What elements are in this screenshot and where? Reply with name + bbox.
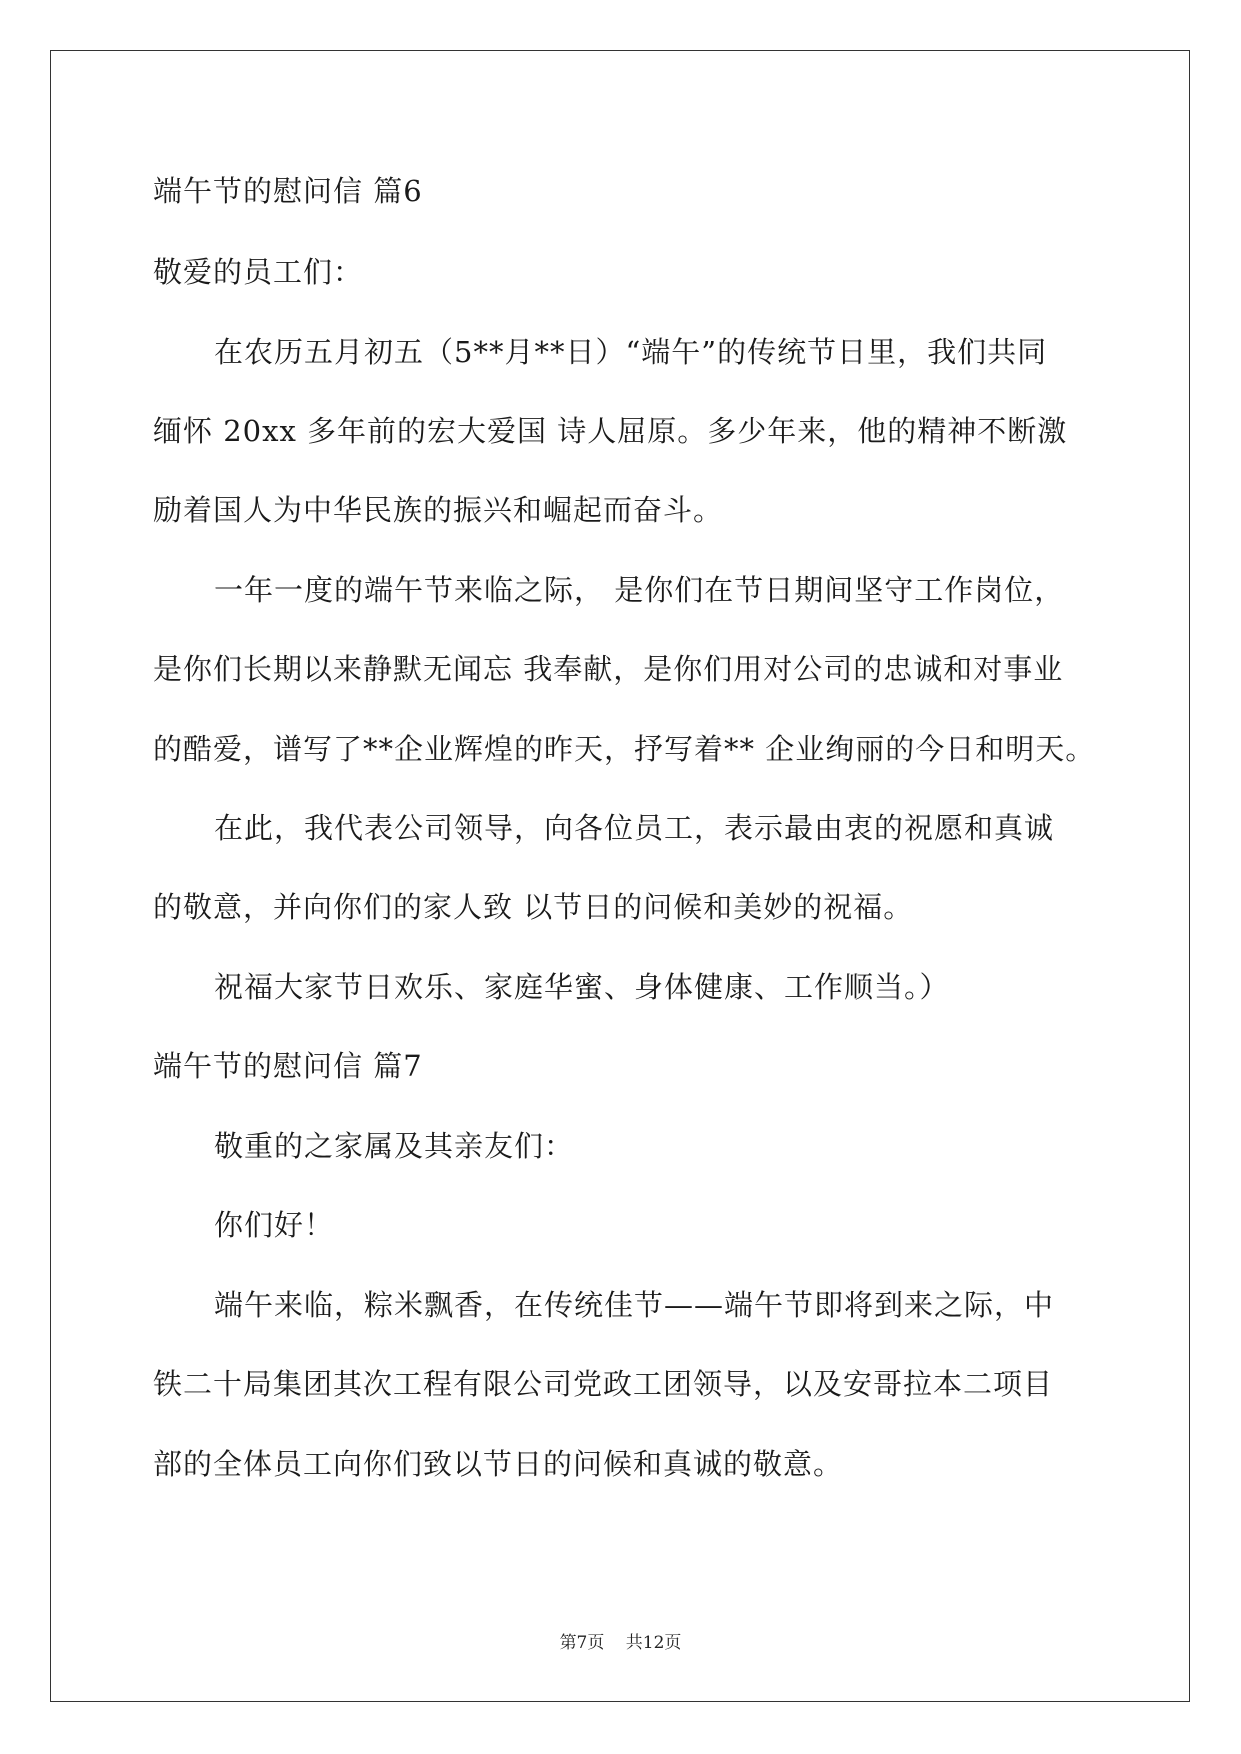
paragraph-line: 的敬意，并向你们的家人致 以节日的问候和美妙的祝福。 — [153, 890, 914, 924]
paragraph-line: 在农历五月初五（5**月**日）“端午”的传统节日里，我们共同 — [214, 335, 1048, 369]
section-heading-6: 端午节的慰问信 篇6 — [153, 174, 423, 208]
paragraph-line: 是你们长期以来静默无闻忘 我奉献，是你们用对公司的忠诚和对事业 — [153, 652, 1064, 686]
paragraph-line: 励着国人为中华民族的振兴和崛起而奋斗。 — [153, 493, 724, 527]
greeting: 你们好！ — [214, 1208, 335, 1242]
paragraph-line: 在此，我代表公司领导，向各位员工，表示最由衷的祝愿和真诚 — [214, 811, 1055, 845]
page-total: 共12页 — [625, 1633, 682, 1653]
paragraph-line: 一年一度的端午节来临之际， 是你们在节日期间坚守工作岗位， — [214, 573, 1065, 607]
paragraph-line: 的酷爱，谱写了**企业辉煌的昨天，抒写着** 企业绚丽的今日和明天。 — [153, 732, 1096, 766]
paragraph-line: 祝福大家节日欢乐、家庭华蜜、身体健康、工作顺当。） — [214, 970, 950, 1004]
paragraph-line: 铁二十局集团其次工程有限公司党政工团领导，以及安哥拉本二项目 — [153, 1367, 1054, 1401]
page-number: 第7页 — [559, 1633, 605, 1653]
paragraph-line: 端午来临，粽米飘香，在传统佳节——端午节即将到来之际，中 — [214, 1288, 1055, 1322]
page-footer — [0, 1628, 1241, 1653]
section-heading-7: 端午节的慰问信 篇7 — [153, 1049, 423, 1083]
paragraph-line: 缅怀 20xx 多年前的宏大爱国 诗人屈原。多少年来，他的精神不断激 — [153, 414, 1068, 448]
salutation: 敬爱的员工们： — [153, 255, 364, 289]
paragraph-line: 部的全体员工向你们致以节日的问候和真诚的敬意。 — [153, 1447, 844, 1481]
salutation: 敬重的之家属及其亲友们： — [214, 1129, 575, 1163]
